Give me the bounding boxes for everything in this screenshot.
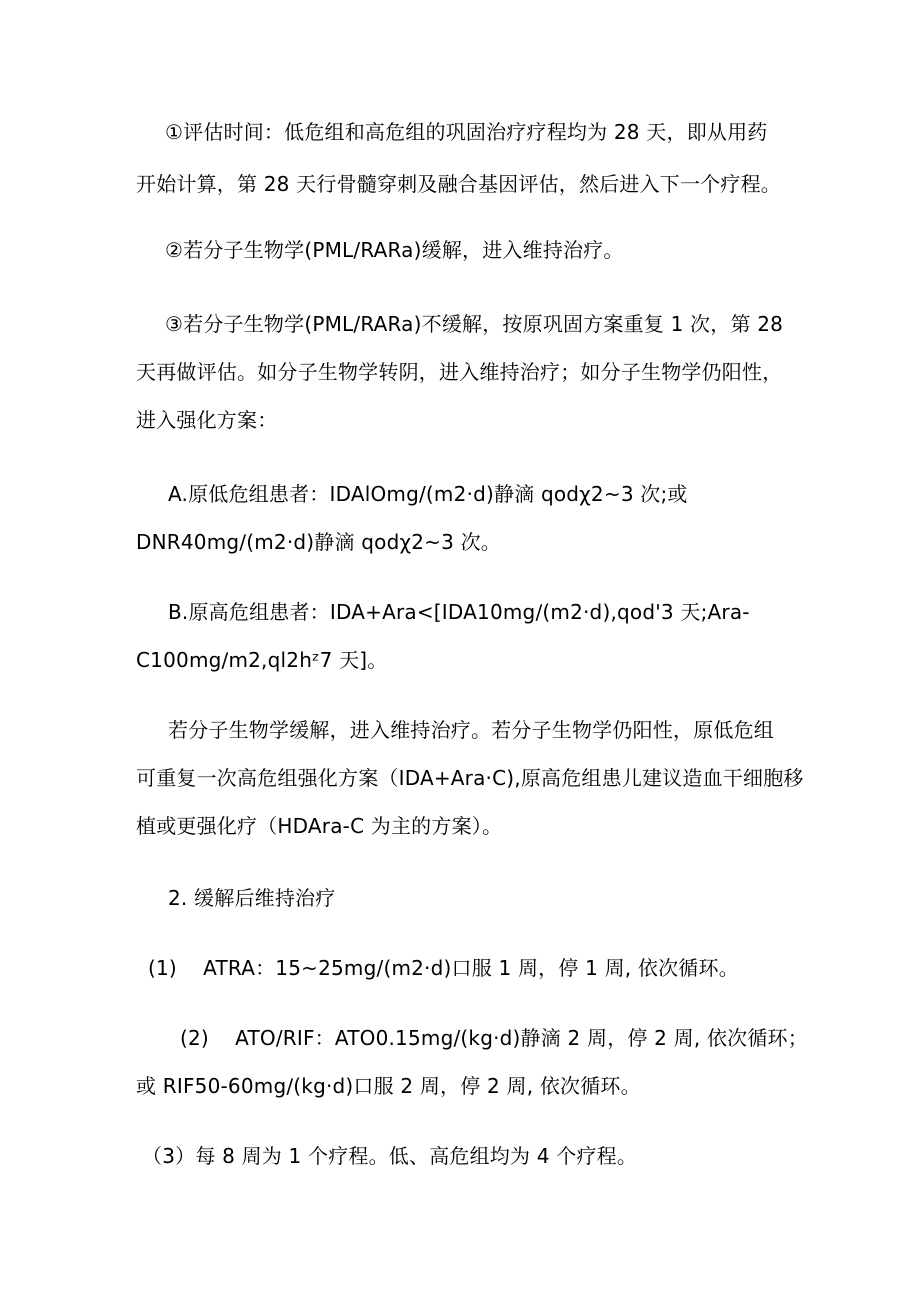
list-item-maintenance-ato-rif-line-1: (2) ATO/RIF：ATO0.15mg/(kg·d)静滴 2 周，停 2 周, 依次循环； [180,1026,808,1050]
list-item-maintenance-ato-rif-line-2: 或 RIF50-60mg∕(kg·d)口服 2 周，停 2 周, 依次循环。 [136,1074,641,1098]
paragraph-molecular-remission-line-1: ②若分子生物学(PML/RARa)缓解，进入维持治疗。 [165,238,624,262]
paragraph-after-intensification-line-3: 植或更强化疗（HDAra-C 为主的方案）。 [136,814,503,838]
list-item-maintenance-cycle: （3）每 8 周为 1 个疗程。低、高危组均为 4 个疗程。 [142,1144,638,1168]
paragraph-low-risk-regimen-line-1: A.原低危组患者：IDAlOmg/(m2·d)静滴 qodχ2~3 次;或 [168,482,688,506]
section-heading-maintenance: 2. 缓解后维持治疗 [168,886,336,910]
paragraph-low-risk-regimen-line-2: DNR40mg∕(m2·d)静滴 qodχ2~3 次。 [136,530,501,554]
paragraph-molecular-non-remission-line-2: 天再做评估。如分子生物学转阴，进入维持治疗；如分子生物学仍阳性， [136,360,783,384]
paragraph-evaluation-time-line-2: 开始计算，第 28 天行骨髓穿刺及融合基因评估，然后进入下一个疗程。 [136,172,781,196]
paragraph-molecular-non-remission-line-1: ③若分子生物学(PML/RARa)不缓解，按原巩固方案重复 1 次，第 28 [165,312,784,336]
list-item-maintenance-atra: (1) ATRA：15~25mg/(m2·d)口服 1 周，停 1 周, 依次循环。 [148,956,739,980]
paragraph-after-intensification-line-2: 可重复一次高危组强化方案（IDA+Ara·C),原高危组患儿建议造血干细胞移 [136,766,804,790]
paragraph-evaluation-time-line-1: ①评估时间：低危组和高危组的巩固治疗疗程均为 28 天，即从用药 [165,120,768,144]
paragraph-high-risk-regimen-line-2: C100mg∕m2,ql2hᶻ7 天]。 [136,648,388,672]
paragraph-after-intensification-line-1: 若分子生物学缓解，进入维持治疗。若分子生物学仍阳性，原低危组 [168,718,774,742]
paragraph-high-risk-regimen-line-1: B.原高危组患者：IDA+Ara<[IDA10mg∕(m2·d),qod'3 天;Ara- [168,600,750,624]
paragraph-molecular-non-remission-line-3: 进入强化方案： [136,408,278,432]
